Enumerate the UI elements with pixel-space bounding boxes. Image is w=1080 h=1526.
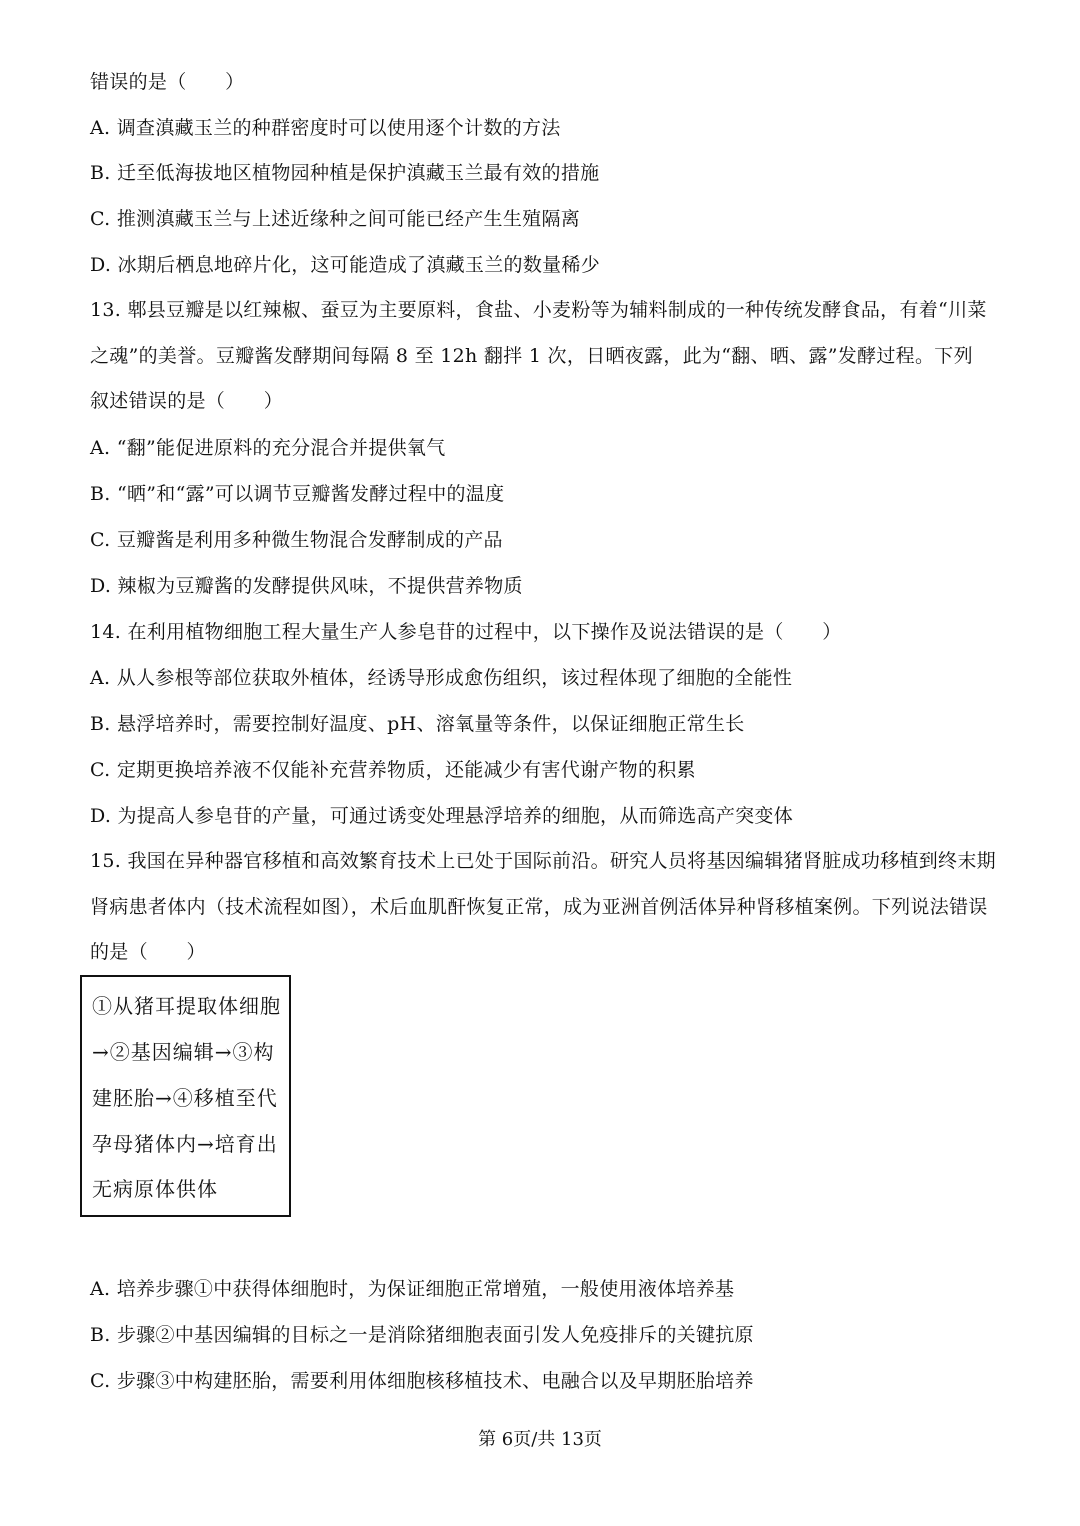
q13-option-c: C. 豆瓣酱是利用多种微生物混合发酵制成的产品 <box>90 529 503 551</box>
q15-stem-line-1: 15. 我国在异种器官移植和高效繁育技术上已处于国际前沿。研究人员将基因编辑猪肾脏成功移植到终末期 <box>90 850 996 872</box>
q13-stem-line-1: 13. 郫县豆瓣是以红辣椒、蚕豆为主要原料，食盐、小麦粉等为辅料制成的一种传统发酵食品，有着“川菜 <box>90 299 987 321</box>
q13-stem-line-2: 之魂”的美誉。豆瓣酱发酵期间每隔 8 至 12h 翻拌 1 次，日晒夜露，此为“翻、晒、露”发酵过程。下列 <box>90 345 973 367</box>
flow-line-3: 建胚胎→④移植至代 <box>92 1086 278 1110</box>
q14-option-c: C. 定期更换培养液不仅能补充营养物质，还能减少有害代谢产物的积累 <box>90 759 696 781</box>
page-number: 第 6页/共 13页 <box>478 1429 602 1450</box>
q13-option-b: B. “晒”和“露”可以调节豆瓣酱发酵过程中的温度 <box>90 483 505 505</box>
q15-stem-line-2: 肾病患者体内（技术流程如图），术后血肌酐恢复正常，成为亚洲首例活体异种肾移植案例。下列说法错误 <box>90 896 988 918</box>
q14-option-b: B. 悬浮培养时，需要控制好温度、pH、溶氧量等条件，以保证细胞正常生长 <box>90 713 745 735</box>
q13-stem-line-3: 叙述错误的是（ ） <box>90 390 284 412</box>
q14-stem: 14. 在利用植物细胞工程大量生产人参皂苷的过程中，以下操作及说法错误的是（ ） <box>90 621 842 643</box>
q14-option-d: D. 为提高人参皂苷的产量，可通过诱变处理悬浮培养的细胞，从而筛选高产突变体 <box>90 805 794 827</box>
flow-line-5: 无病原体供体 <box>92 1177 218 1201</box>
q15-stem-line-3: 的是（ ） <box>90 941 206 963</box>
q12-option-d: D. 冰期后栖息地碎片化，这可能造成了滇藏玉兰的数量稀少 <box>90 254 601 276</box>
flow-line-2: →②基因编辑→③构 <box>92 1040 275 1064</box>
flow-diagram-box <box>80 975 291 1217</box>
q12-option-c: C. 推测滇藏玉兰与上述近缘种之间可能已经产生生殖隔离 <box>90 208 581 230</box>
q15-option-b: B. 步骤②中基因编辑的目标之一是消除猪细胞表面引发人免疫排斥的关键抗原 <box>90 1324 754 1346</box>
q12-option-b: B. 迁至低海拔地区植物园种植是保护滇藏玉兰最有效的措施 <box>90 162 600 184</box>
q14-option-a: A. 从人参根等部位获取外植体，经诱导形成愈伤组织，该过程体现了细胞的全能性 <box>90 667 793 689</box>
q12-option-a: A. 调查滇藏玉兰的种群密度时可以使用逐个计数的方法 <box>90 117 561 139</box>
q12-stem-end: 错误的是（ ） <box>90 71 245 93</box>
flow-line-4: 孕母猪体内→培育出 <box>92 1132 278 1156</box>
q13-option-d: D. 辣椒为豆瓣酱的发酵提供风味，不提供营养物质 <box>90 575 523 597</box>
q13-option-a: A. “翻”能促进原料的充分混合并提供氧气 <box>90 437 446 459</box>
q15-option-c: C. 步骤③中构建胚胎，需要利用体细胞核移植技术、电融合以及早期胚胎培养 <box>90 1370 754 1392</box>
q15-option-a: A. 培养步骤①中获得体细胞时，为保证细胞正常增殖，一般使用液体培养基 <box>90 1278 735 1300</box>
flow-line-1: ①从猪耳提取体细胞 <box>92 994 281 1018</box>
